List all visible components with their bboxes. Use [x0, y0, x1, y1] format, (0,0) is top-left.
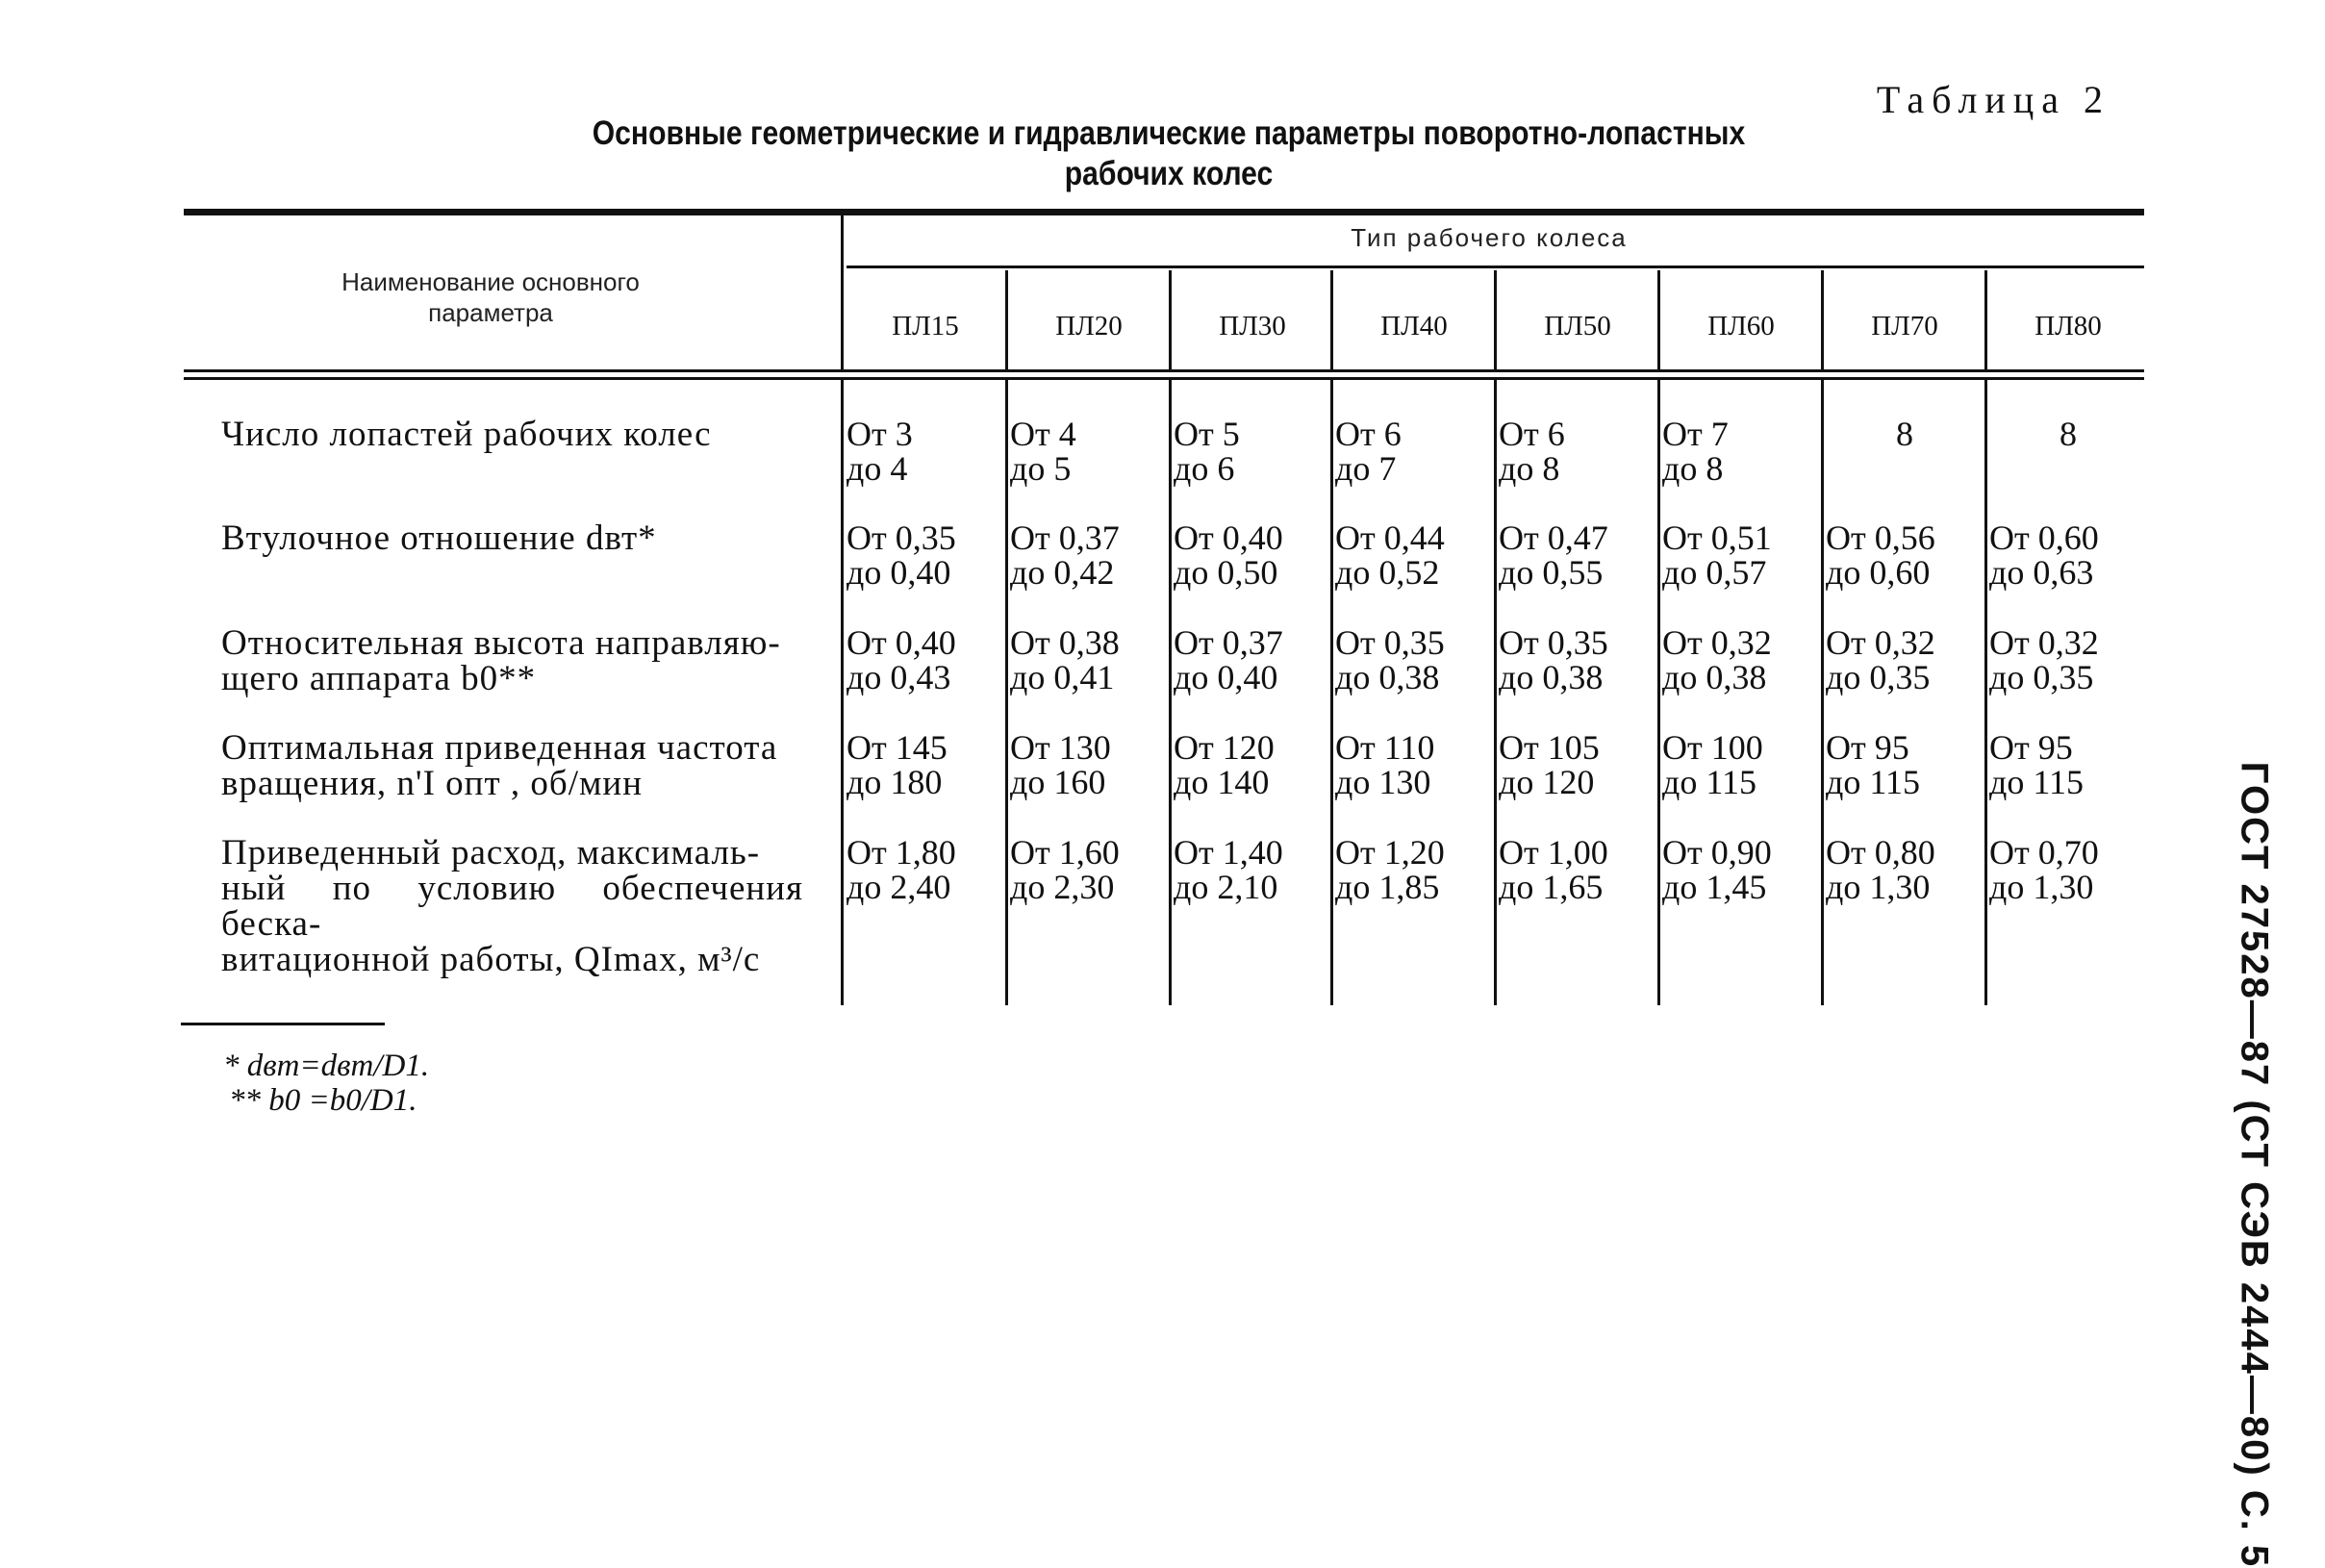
- value-to: до 1,45: [1662, 868, 1767, 906]
- document-side-label: ГОСТ 27528—87 (СТ СЭВ 2444—80) С. 5: [2233, 761, 2276, 1568]
- value-to: до 8: [1499, 449, 1560, 488]
- parameter-name-line: ный по условию обеспечения беска-: [221, 869, 803, 944]
- value-cell: [1010, 625, 1120, 695]
- value-cell: [1987, 417, 2149, 451]
- param-header-line-1: Наименование основного: [341, 267, 640, 296]
- value-cell: [1826, 835, 1935, 904]
- parameter-name: [221, 520, 803, 556]
- value-to: до 0,38: [1499, 658, 1604, 696]
- value-cell: [1499, 625, 1608, 695]
- value-from: От 1,20: [1335, 833, 1445, 872]
- value-to: до 4: [847, 449, 908, 488]
- value-from: От 0,70: [1989, 833, 2099, 872]
- value-to: до 120: [1499, 763, 1595, 801]
- parameter-name: [221, 730, 803, 801]
- value-from: От 7: [1662, 415, 1729, 453]
- value-from: От 0,37: [1010, 518, 1120, 557]
- value-from: От 1,60: [1010, 833, 1120, 872]
- parameter-name-line: щего аппарата b0**: [221, 659, 537, 698]
- table-title: [590, 114, 1748, 194]
- value-from: От 100: [1662, 728, 1763, 767]
- value-to: до 0,38: [1662, 658, 1767, 696]
- value-from: От 110: [1335, 728, 1435, 767]
- value-to: до 7: [1335, 449, 1397, 488]
- parameter-name-line: Относительная высота направляю-: [221, 623, 781, 663]
- value-from: От 95: [1826, 728, 1909, 767]
- header-bottom-rule-1: [184, 369, 2144, 372]
- column-header: ПЛ30: [1219, 311, 1286, 341]
- column-divider-body: [1494, 380, 1497, 1005]
- parameter-name-line: Втулочное отношение dвт*: [221, 518, 657, 558]
- value-cell: [1335, 730, 1434, 799]
- parameter-name: [221, 417, 803, 452]
- value-to: до 0,57: [1662, 553, 1767, 592]
- value-cell: [1335, 625, 1445, 695]
- value-cell: [1174, 730, 1275, 799]
- value-cell: [1335, 520, 1445, 590]
- value-cell: [1010, 417, 1076, 486]
- column-header: ПЛ80: [2034, 311, 2102, 341]
- parameter-name-line: Оптимальная приведенная частота: [221, 728, 778, 768]
- value-to: до 0,35: [1989, 658, 2094, 696]
- footnote-2: ** b0 =b0/D1.: [229, 1083, 417, 1118]
- value-from: От 1,40: [1174, 833, 1283, 872]
- value-to: до 140: [1174, 763, 1270, 801]
- table-number: Таблица 2: [1876, 78, 2110, 121]
- value-cell: [1662, 520, 1772, 590]
- param-column-header: [192, 266, 789, 328]
- value-to: до 115: [1826, 763, 1920, 801]
- value-from: 8: [2060, 415, 2077, 453]
- wheel-type-header: Тип рабочего колеса: [1351, 223, 1628, 252]
- value-from: От 0,51: [1662, 518, 1772, 557]
- column-header: ПЛ20: [1055, 311, 1123, 341]
- value-to: до 6: [1174, 449, 1235, 488]
- parameter-name: [221, 835, 803, 977]
- value-to: до 0,42: [1010, 553, 1115, 592]
- footnote-1: * dвт=dвт/D1.: [223, 1049, 430, 1083]
- value-from: От 0,40: [847, 623, 956, 662]
- value-cell: [1662, 835, 1772, 904]
- column-header: ПЛ40: [1380, 311, 1448, 341]
- value-to: до 160: [1010, 763, 1106, 801]
- value-from: От 0,37: [1174, 623, 1283, 662]
- parameter-name-line: Число лопастей рабочих колес: [221, 415, 712, 454]
- value-from: От 0,90: [1662, 833, 1772, 872]
- param-header-line-2: параметра: [428, 298, 553, 327]
- column-divider-body: [1005, 380, 1008, 1005]
- value-cell: [847, 417, 913, 486]
- value-to: до 0,38: [1335, 658, 1440, 696]
- value-cell: [847, 730, 948, 799]
- footnote-rule: [181, 1023, 385, 1025]
- value-to: до 0,55: [1499, 553, 1604, 592]
- value-cell: [847, 835, 956, 904]
- parameter-name-line: вращения, n'I опт , об/мин: [221, 764, 644, 803]
- value-to: до 1,65: [1499, 868, 1604, 906]
- value-cell: [1989, 730, 2084, 799]
- value-from: От 120: [1174, 728, 1275, 767]
- value-to: до 0,40: [847, 553, 951, 592]
- value-to: до 0,43: [847, 658, 951, 696]
- value-from: От 0,40: [1174, 518, 1283, 557]
- type-subrule: [847, 266, 2144, 268]
- value-from: От 1,80: [847, 833, 956, 872]
- value-from: 8: [1896, 415, 1913, 453]
- value-from: От 4: [1010, 415, 1076, 453]
- value-cell: [1662, 625, 1772, 695]
- value-from: От 105: [1499, 728, 1600, 767]
- column-header: ПЛ70: [1871, 311, 1938, 341]
- value-cell: [1010, 520, 1120, 590]
- value-to: до 130: [1335, 763, 1431, 801]
- param-divider: [841, 214, 844, 369]
- value-to: до 1,85: [1335, 868, 1440, 906]
- table-top-rule: [184, 209, 2144, 215]
- column-divider-body: [1984, 380, 1987, 1005]
- value-to: до 115: [1662, 763, 1756, 801]
- value-cell: [1174, 417, 1240, 486]
- value-cell: [1499, 730, 1600, 799]
- value-cell: [1826, 730, 1920, 799]
- value-to: до 180: [847, 763, 943, 801]
- parameter-name-line: витационной работы, QImax, м³/с: [221, 940, 761, 979]
- value-to: до 2,30: [1010, 868, 1115, 906]
- value-cell: [1989, 835, 2099, 904]
- value-to: до 0,50: [1174, 553, 1278, 592]
- value-from: От 0,47: [1499, 518, 1608, 557]
- value-cell: [1826, 625, 1935, 695]
- title-line-1: Основные геометрические и гидравлические параметры поворотно-лопастных: [592, 114, 1746, 152]
- value-to: до 2,10: [1174, 868, 1278, 906]
- value-cell: [1010, 835, 1120, 904]
- value-from: От 1,00: [1499, 833, 1608, 872]
- column-divider-body: [1821, 380, 1824, 1005]
- column-header: ПЛ15: [892, 311, 959, 341]
- value-cell: [1174, 520, 1283, 590]
- value-to: до 0,52: [1335, 553, 1440, 592]
- value-cell: [1826, 520, 1935, 590]
- value-cell: [1499, 520, 1608, 590]
- value-cell: [847, 625, 956, 695]
- value-cell: [1499, 417, 1565, 486]
- value-from: От 0,56: [1826, 518, 1935, 557]
- parameter-name: [221, 625, 803, 696]
- value-cell: [1989, 625, 2099, 695]
- parameter-name-line: Приведенный расход, максималь-: [221, 833, 761, 873]
- value-cell: [1010, 730, 1111, 799]
- value-to: до 0,41: [1010, 658, 1115, 696]
- value-to: до 2,40: [847, 868, 951, 906]
- value-cell: [1499, 835, 1608, 904]
- value-to: до 1,30: [1989, 868, 2094, 906]
- column-header: ПЛ60: [1707, 311, 1775, 341]
- title-line-2: рабочих колес: [1064, 155, 1274, 192]
- value-cell: [1335, 835, 1445, 904]
- value-from: От 0,35: [847, 518, 956, 557]
- value-to: до 0,63: [1989, 553, 2094, 592]
- value-from: От 145: [847, 728, 948, 767]
- value-from: От 130: [1010, 728, 1111, 767]
- value-from: От 0,38: [1010, 623, 1120, 662]
- value-from: От 6: [1335, 415, 1402, 453]
- column-divider-body: [1657, 380, 1660, 1005]
- param-divider-body: [841, 380, 844, 1005]
- value-cell: [1662, 730, 1763, 799]
- value-from: От 0,60: [1989, 518, 2099, 557]
- value-cell: [1174, 625, 1283, 695]
- value-cell: [1174, 835, 1283, 904]
- value-to: до 1,30: [1826, 868, 1931, 906]
- value-from: От 0,32: [1826, 623, 1935, 662]
- value-cell: [847, 520, 956, 590]
- value-to: до 0,60: [1826, 553, 1931, 592]
- value-cell: [1989, 520, 2099, 590]
- value-to: до 0,35: [1826, 658, 1931, 696]
- value-to: до 5: [1010, 449, 1072, 488]
- value-from: От 3: [847, 415, 913, 453]
- value-from: От 0,35: [1499, 623, 1608, 662]
- value-from: От 6: [1499, 415, 1565, 453]
- value-from: От 0,32: [1989, 623, 2099, 662]
- value-from: От 5: [1174, 415, 1240, 453]
- value-from: От 0,44: [1335, 518, 1445, 557]
- column-divider-body: [1169, 380, 1172, 1005]
- value-to: до 8: [1662, 449, 1724, 488]
- value-from: От 0,35: [1335, 623, 1445, 662]
- value-to: до 0,40: [1174, 658, 1278, 696]
- header-bottom-rule-2: [184, 377, 2144, 380]
- value-to: до 115: [1989, 763, 2084, 801]
- value-from: От 0,32: [1662, 623, 1772, 662]
- value-from: От 95: [1989, 728, 2073, 767]
- column-header: ПЛ50: [1544, 311, 1611, 341]
- value-from: От 0,80: [1826, 833, 1935, 872]
- column-divider-body: [1330, 380, 1333, 1005]
- value-cell: [1824, 417, 1985, 451]
- value-cell: [1335, 417, 1402, 486]
- value-cell: [1662, 417, 1729, 486]
